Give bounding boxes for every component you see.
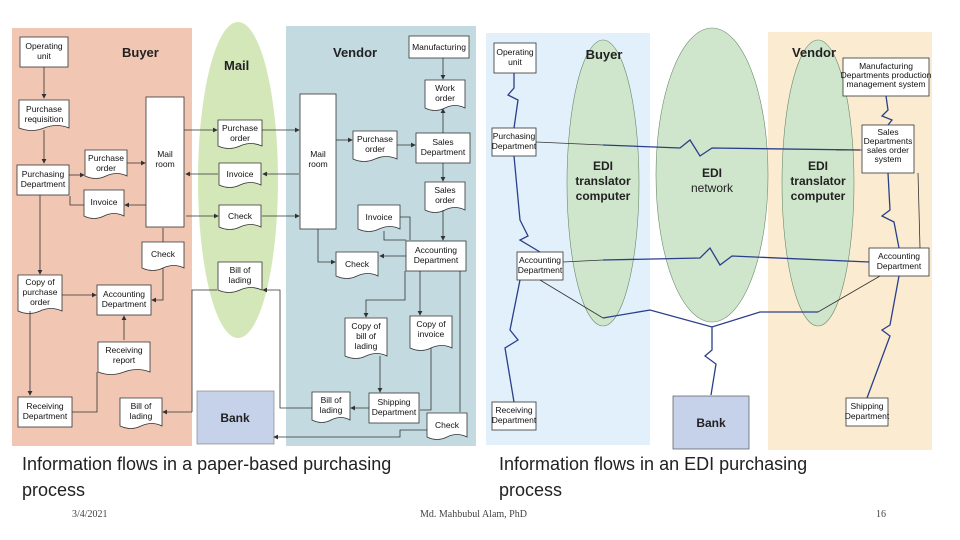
edi-vendor-header: Vendor [791,45,837,60]
svg-text:Copy ofbill oflading: Copy of bill of lading [351,321,381,351]
bill-of-lading-doc-vendor [312,392,350,423]
svg-text:Bill oflading: Bill of lading [228,265,252,285]
svg-text:Operatingunit: Operating unit [25,41,63,61]
copy-of-purchase-order-doc [18,275,62,314]
edi-diagram [486,28,932,450]
edi-sales-box [862,125,914,173]
svg-text:Invoice: Invoice [90,197,118,207]
edi-purchasing-department-box [492,128,537,156]
caption-edi-line2: process [499,480,563,500]
svg-text:Workorder: Work order [435,83,455,103]
edi-shipping-department-box [845,398,890,426]
svg-text:Check: Check [227,211,253,221]
edi-manufacturing-box [841,58,932,96]
bill-of-lading-doc-buyer [120,398,162,429]
receiving-department-box [18,397,72,427]
caption-edi-line1: Information flows in an EDI purchasing [499,454,808,474]
purchase-requisition-doc [19,100,69,131]
svg-text:SalesDepartmentssales ordersys: Sales Departments sales order system [863,127,913,164]
buyer-header: Buyer [122,45,159,60]
vendor-header: Vendor [333,45,378,60]
caption-paper-line1: Information flows in a paper-based purchasing [22,454,392,474]
svg-text:Check: Check [150,249,176,259]
operating-unit-box [20,37,68,67]
paper-based-diagram [12,22,476,446]
svg-text:Purchaseorder: Purchase order [222,123,258,143]
edi-operating-unit-box [494,43,536,73]
footer-author: Md. Mahbubul Alam, PhD [420,509,527,520]
svg-text:ReceivingDepartment: Receiving Department [491,405,537,425]
svg-text:Mailroom: Mail room [155,149,175,169]
edi-receiving-department-box [492,402,537,430]
svg-text:AccountingDepartment: Accounting Department [876,251,922,271]
svg-text:Invoice: Invoice [226,169,254,179]
buyer-panel [12,28,192,446]
svg-text:Invoice: Invoice [365,212,393,222]
accounting-department-vendor-box [406,241,466,271]
edi-translator-left-label: EDI translator computer [575,159,631,203]
svg-text:PurchasingDepartment: Purchasing Department [20,169,66,189]
edi-translator-right-label: EDI translator computer [790,159,846,203]
svg-text:Check: Check [344,259,370,269]
footer-page-number: 16 [876,509,886,520]
bank-label: Bank [220,411,250,425]
svg-text:Salesorder: Sales order [434,185,456,205]
svg-text:ShippingDepartment: Shipping Department [844,401,890,421]
edi-network-label: EDI network [690,166,734,195]
receiving-report-doc [98,342,150,375]
svg-text:Copy ofinvoice: Copy of invoice [416,319,446,339]
edi-accounting-department-vendor-box [869,248,929,276]
check-doc-buyer [142,242,184,271]
svg-text:PurchasingDepartment: Purchasing Department [491,131,537,151]
edi-buyer-header: Buyer [585,47,623,62]
svg-text:Operatingunit: Operating unit [496,47,534,67]
svg-text:Mailroom: Mail room [308,149,328,169]
purchase-order-doc-vendor [353,131,397,162]
shipping-department-box [369,393,419,423]
svg-text:AccountingDepartment: Accounting Department [101,289,147,309]
mail-bill-of-lading-doc [218,262,262,293]
svg-text:Check: Check [434,420,460,430]
svg-text:AccountingDepartment: Accounting Department [517,255,563,275]
svg-text:ManufacturingDepartments produ: Manufacturing Departments production management system [840,61,932,89]
mail-header: Mail [224,58,250,73]
svg-text:AccountingDepartment: Accounting Department [413,245,459,265]
svg-text:Manufacturing: Manufacturing [412,42,466,52]
work-order-doc [425,80,465,111]
mail-room-vendor-box [300,94,336,229]
invoice-doc-buyer [84,190,124,219]
svg-text:SalesDepartment: Sales Department [420,137,466,157]
purchasing-department-box [17,165,69,195]
sales-order-doc [425,182,465,213]
mail-purchase-order-doc [218,120,262,149]
footer-date: 3/4/2021 [72,509,108,520]
svg-text:Receivingreport: Receiving report [105,345,143,365]
svg-text:Purchaseorder: Purchase order [357,134,393,154]
edi-accounting-department-buyer-box [517,252,563,280]
svg-text:Purchaseorder: Purchase order [88,153,124,173]
svg-text:Copy ofpurchaseorder: Copy of purchase order [22,277,58,307]
svg-text:ReceivingDepartment: Receiving Department [22,401,68,421]
svg-text:ShippingDepartment: Shipping Department [371,397,417,417]
svg-text:Bill oflading: Bill of lading [129,401,153,421]
copy-of-bill-of-lading-doc [345,318,387,359]
svg-text:Purchaserequisition: Purchase requisition [24,104,64,124]
svg-text:Bill oflading: Bill of lading [319,395,343,415]
sales-department-box [416,133,470,163]
copy-of-invoice-doc [410,316,452,351]
manufacturing-box [409,36,469,58]
purchase-order-doc-buyer [85,150,127,179]
mail-room-buyer-box [146,97,184,227]
accounting-department-buyer-box [97,285,151,315]
edi-bank-label: Bank [696,416,726,430]
caption-edi [499,451,807,503]
caption-paper-line2: process [22,480,86,500]
caption-paper-based [22,451,391,503]
